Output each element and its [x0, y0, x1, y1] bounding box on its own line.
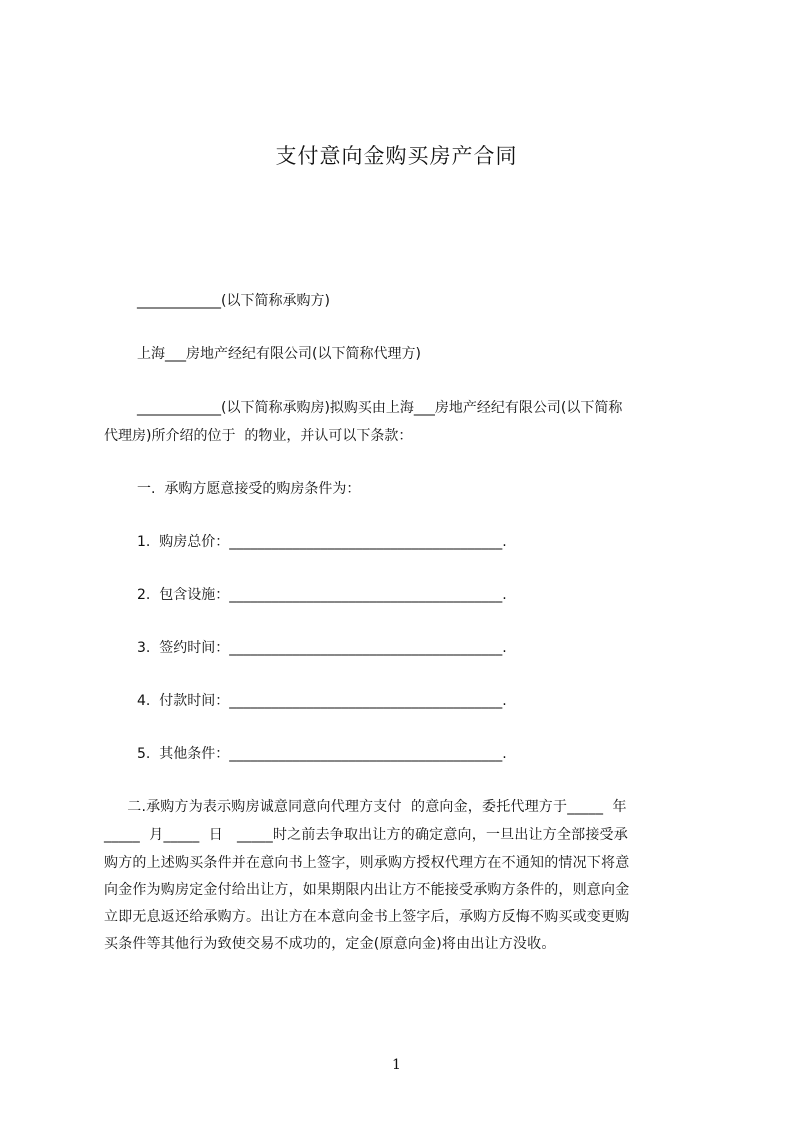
condition-total-price: 1. 购房总价：_______________________________________.: [137, 534, 507, 550]
party-agent-line: 上海___房地产经纪有限公司(以下简称代理方): [137, 346, 421, 362]
section-two-line-3: 购方的上述购买条件并在意向书上签字，则承购方授权代理方在不通知的情况下将意: [104, 855, 630, 871]
intro-line-2: 代理房)所介绍的位于 的物业，并认可以下条款：: [104, 428, 413, 444]
condition-other: 5. 其他条件：_______________________________________.: [137, 746, 507, 762]
intro-line-1: ____________(以下简称承购房)拟购买由上海___房地产经纪有限公司(以下简称: [137, 400, 623, 416]
document-title: 支付意向金购买房产合同: [275, 144, 518, 168]
condition-facilities: 2. 包含设施：_______________________________________.: [137, 587, 507, 603]
page-number: 1: [392, 1057, 401, 1073]
section-one-heading: 一. 承购方愿意接受的购房条件为：: [137, 481, 361, 497]
section-two-line-5: 立即无息返还给承购方。出让方在本意向金书上签字后，承购方反悔不购买或变更购: [104, 909, 630, 925]
party-buyer-line: ____________(以下简称承购方): [137, 293, 330, 309]
condition-payment-time: 4. 付款时间：_______________________________________.: [137, 693, 507, 709]
section-two-line-2: _____ 月_____ 日 _____时之前去争取出让方的确定意向，一旦出让方全部接受承: [104, 827, 628, 843]
section-two-line-1: 二.承购方为表示购房诚意同意向代理方支付 的意向金，委托代理方于_____ 年: [104, 799, 627, 815]
section-two-line-6: 买条件等其他行为致使交易不成功的，定金(原意向金)将由出让方没收。: [104, 936, 556, 952]
condition-signing-time: 3. 签约时间：_______________________________________.: [137, 640, 507, 656]
section-two-line-4: 向金作为购房定金付给出让方，如果期限内出让方不能接受承购方条件的，则意向金: [104, 882, 630, 898]
